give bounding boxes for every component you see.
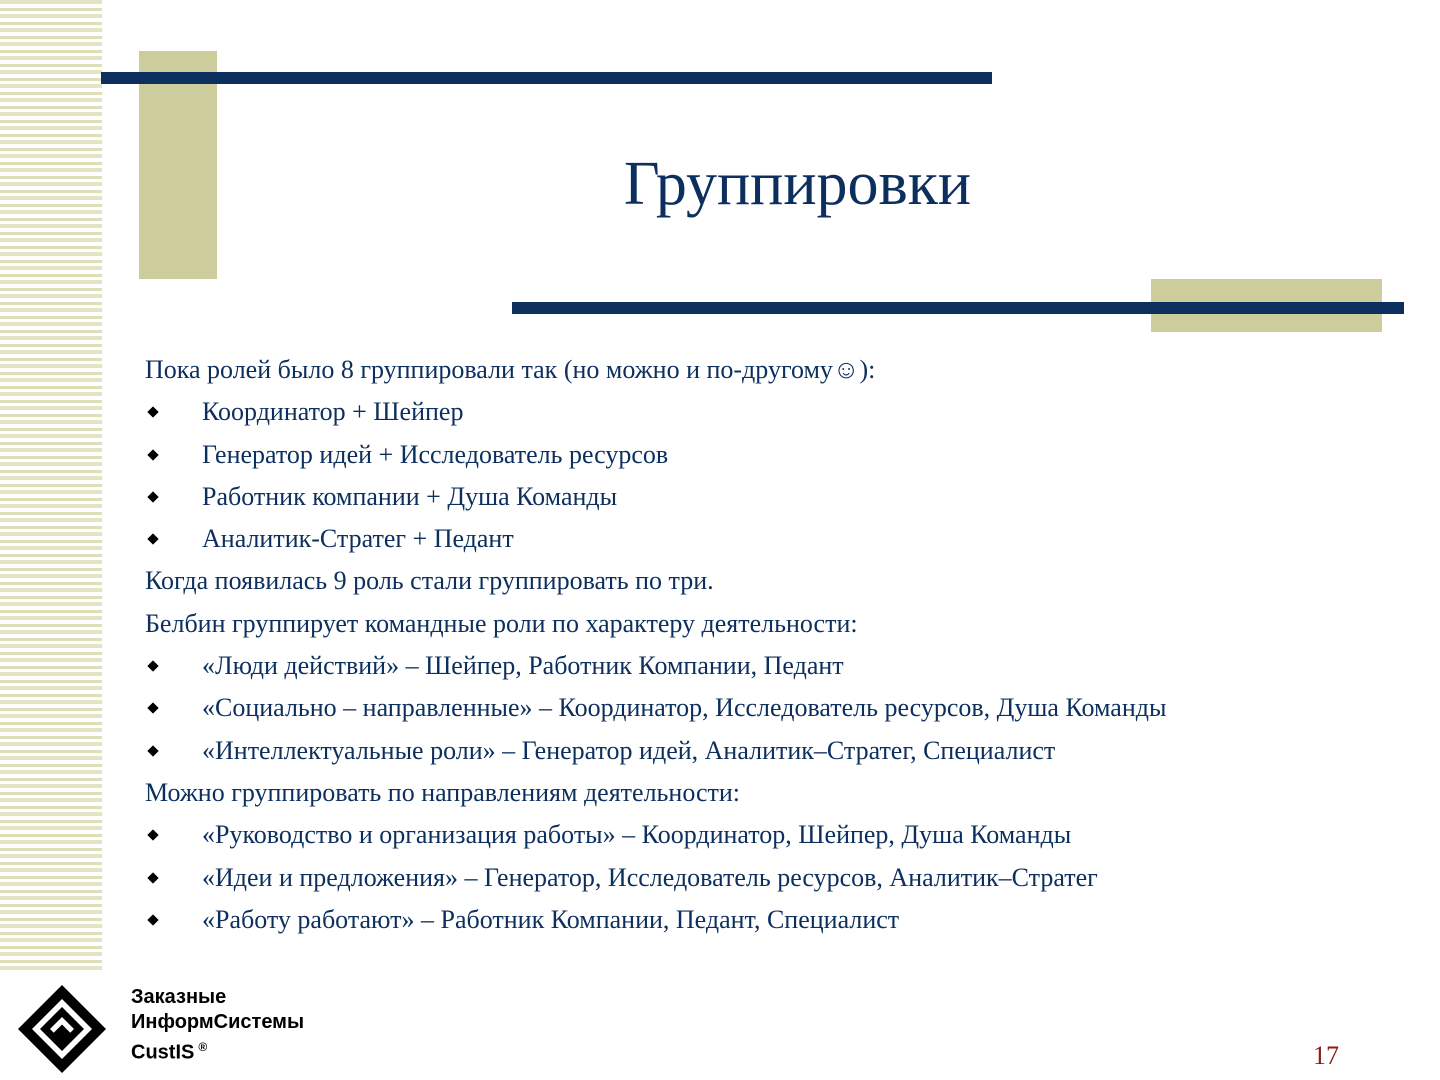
decorative-stripes [0,0,102,972]
bullet-diamond-icon [147,872,158,883]
decorative-navy-bar-bottom [512,302,1404,314]
bullet-diamond-icon [147,491,158,502]
line-text: Можно группировать по направлениям деятельности: [145,777,741,807]
bullet-diamond-icon [147,534,158,545]
company-name-line2: ИнформСистемы [131,1011,305,1033]
decorative-olive-block-top [139,51,217,279]
line-text: Когда появилась 9 роль стали группировать по три. [145,566,714,596]
bullet-item [145,518,1325,560]
bullet-item [145,687,1325,729]
bullet-item [145,899,1325,941]
slide-title: Группировки [623,150,972,218]
line-text: Аналитик-Стратег + Педант [202,524,514,554]
bullet-diamond-icon [147,449,158,460]
line-text: Работник компании + Душа Команды [202,481,618,511]
line-text: «Работу работают» – Работник Компании, Педант, Специалист [202,904,900,934]
paragraph-line [145,560,1325,602]
bullet-diamond-icon [147,830,158,841]
bullet-item [145,476,1325,518]
paragraph-line [145,349,1325,391]
line-text: «Интеллектуальные роли» – Генератор идей, Аналитик–Стратег, Специалист [202,735,1056,765]
bullet-item [145,730,1325,772]
bullet-item [145,645,1325,687]
line-text: Координатор + Шейпер [202,397,464,427]
slide-content [145,349,1325,941]
company-brand: CustIS [131,1041,195,1064]
bullet-diamond-icon [147,703,158,714]
line-text: Генератор идей + Исследователь ресурсов [202,439,669,469]
bullet-diamond-icon [147,407,158,418]
line-text: «Люди действий» – Шейпер, Работник Компании, Педант [202,651,844,681]
company-name-line3 [131,1035,304,1066]
registered-mark: ® [198,1040,208,1054]
bullet-item [145,814,1325,856]
line-text: «Социально – направленные» – Координатор, Исследователь ресурсов, Душа Команды [202,693,1167,723]
line-text: «Руководство и организация работы» – Координатор, Шейпер, Душа Команды [202,820,1072,850]
bullet-diamond-icon [147,660,158,671]
paragraph-line [145,772,1325,814]
paragraph-line [145,603,1325,645]
bullet-diamond-icon [147,745,158,756]
bullet-item [145,391,1325,433]
company-name [131,985,304,1066]
custis-logo-icon [16,983,108,1075]
bullet-diamond-icon [147,914,158,925]
line-text: Белбин группирует командные роли по характеру деятельности: [145,608,858,638]
line-text: Пока ролей было 8 группировали так (но можно и по-другому☺): [145,355,876,384]
bullet-item [145,434,1325,476]
company-name-line1: Заказные [131,986,227,1008]
decorative-navy-bar-top [101,72,992,84]
bullet-item [145,857,1325,899]
page-number: 17 [1313,1041,1339,1070]
line-text: «Идеи и предложения» – Генератор, Исследователь ресурсов, Аналитик–Стратег [202,862,1098,892]
